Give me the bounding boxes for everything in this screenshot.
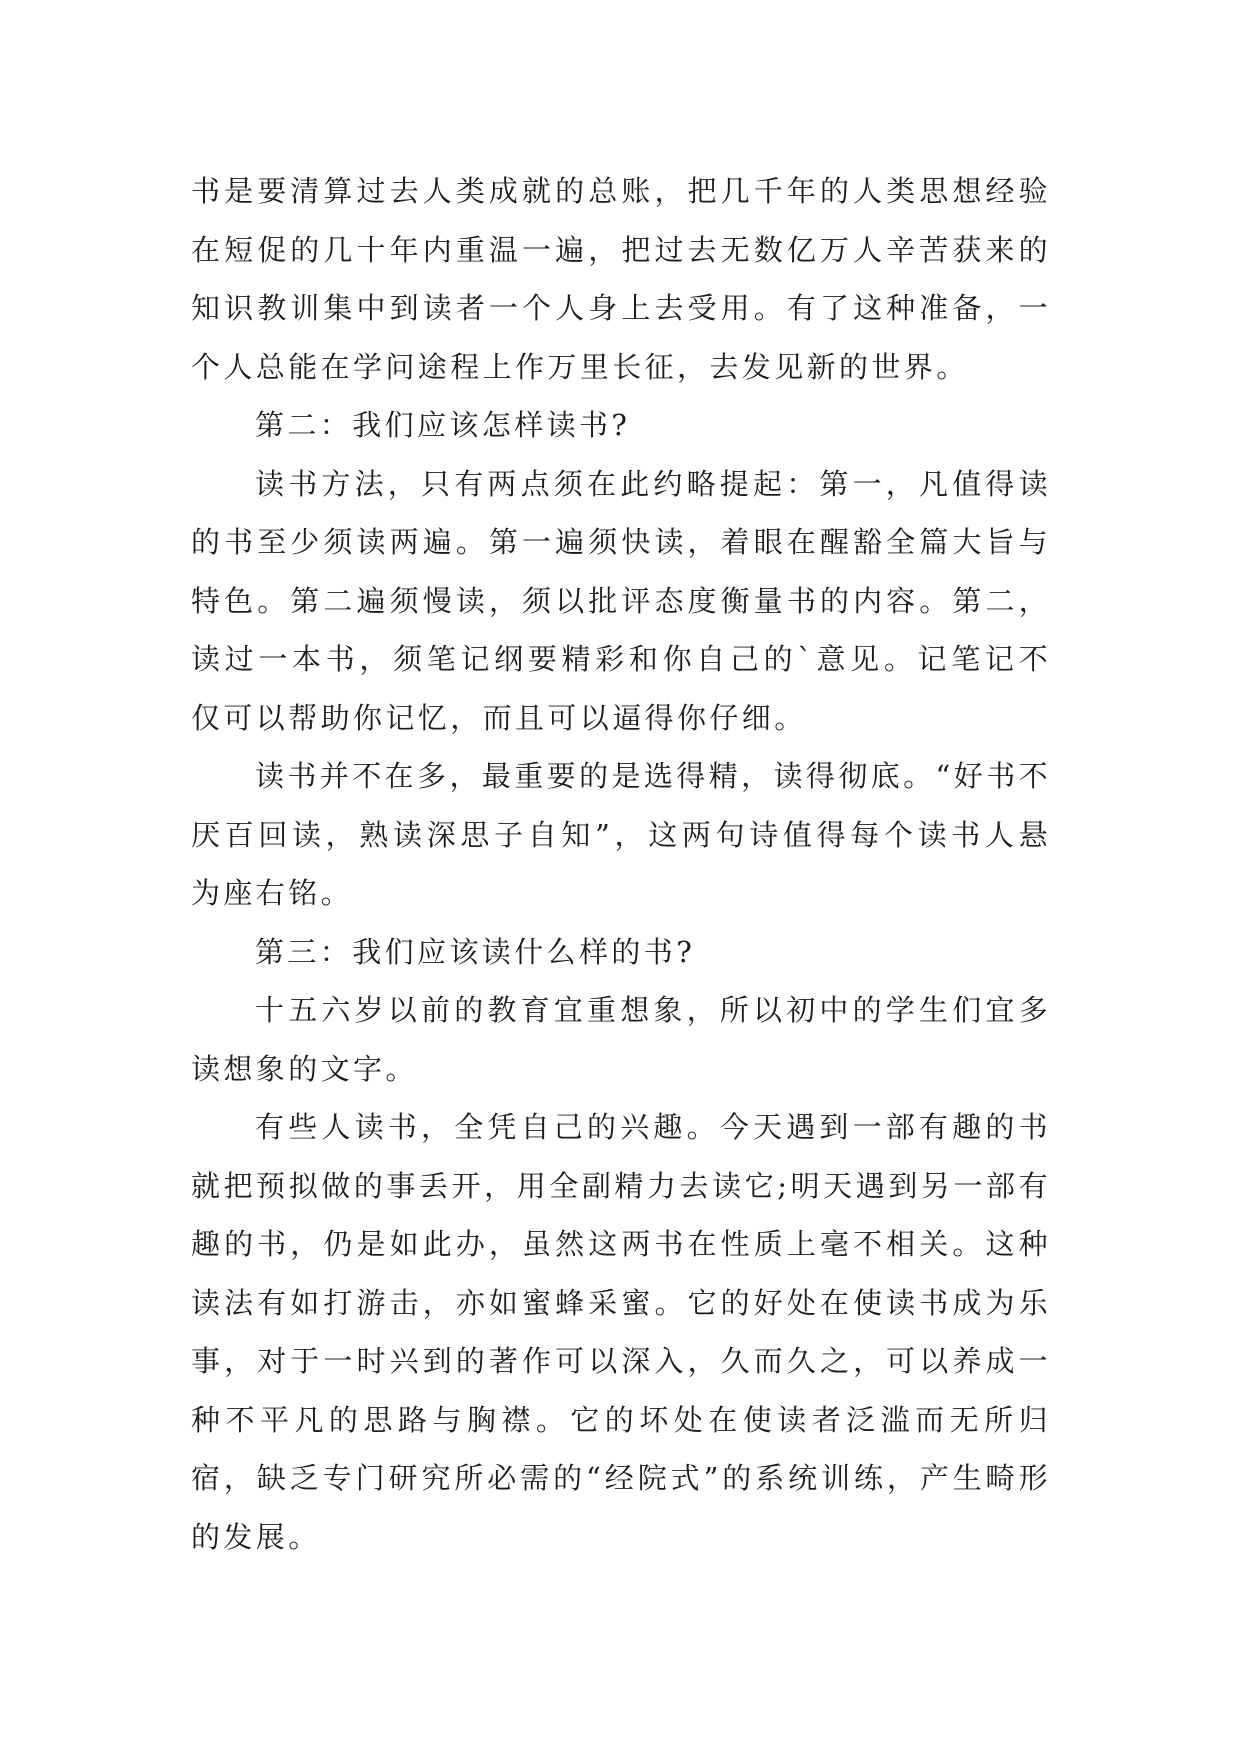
paragraph-interest-reading: 有些人读书，全凭自己的兴趣。今天遇到一部有趣的书就把预拟做的事丢开，用全副精力去读它;明天遇到另一部有趣的书，仍是如此办，虽然这两书在性质上毫不相关。这种读法有如打游击，亦如蜜蜂采蜜。它的好处在使读书成为乐事，对于一时兴到的著作可以深入，久而久之，可以养成一种不平凡的思路与胸襟。它的坏处在使读者泛滥而无所归宿，缺乏专门研究所必需的“经院式”的系统训练，产生畸形的发展。 <box>191 1110 1051 1554</box>
section-heading-3: 第三：我们应该读什么样的书? <box>255 934 696 969</box>
paragraph-1: 书是要清算过去人类成就的总账，把几千年的人类思想经验在短促的几十年内重温一遍，把过去无数亿万人辛苦获来的知识教训集中到读者一个人身上去受用。有了这种准备，一个人总能在学问途程上作万里长征，去发见新的世界。 <box>191 174 1051 384</box>
paragraph-imagination: 十五六岁以前的教育宜重想象，所以初中的学生们宜多读想象的文字。 <box>191 993 1051 1086</box>
paragraph-read-thoroughly: 读书并不在多，最重要的是选得精，读得彻底。“好书不厌百回读，熟读深思子自知”，这两句诗值得每个读书人悬为座右铭。 <box>191 759 1051 910</box>
document-body <box>191 162 1051 1566</box>
paragraph-reading-methods: 读书方法，只有两点须在此约略提起：第一，凡值得读的书至少须读两遍。第一遍须快读，着眼在醒豁全篇大旨与特色。第二遍须慢读，须以批评态度衡量书的内容。第二，读过一本书，须笔记纲要精彩和你自己的`意见。记笔记不仅可以帮助你记忆，而且可以逼得你仔细。 <box>191 466 1051 735</box>
section-heading-2: 第二：我们应该怎样读书? <box>255 408 631 442</box>
